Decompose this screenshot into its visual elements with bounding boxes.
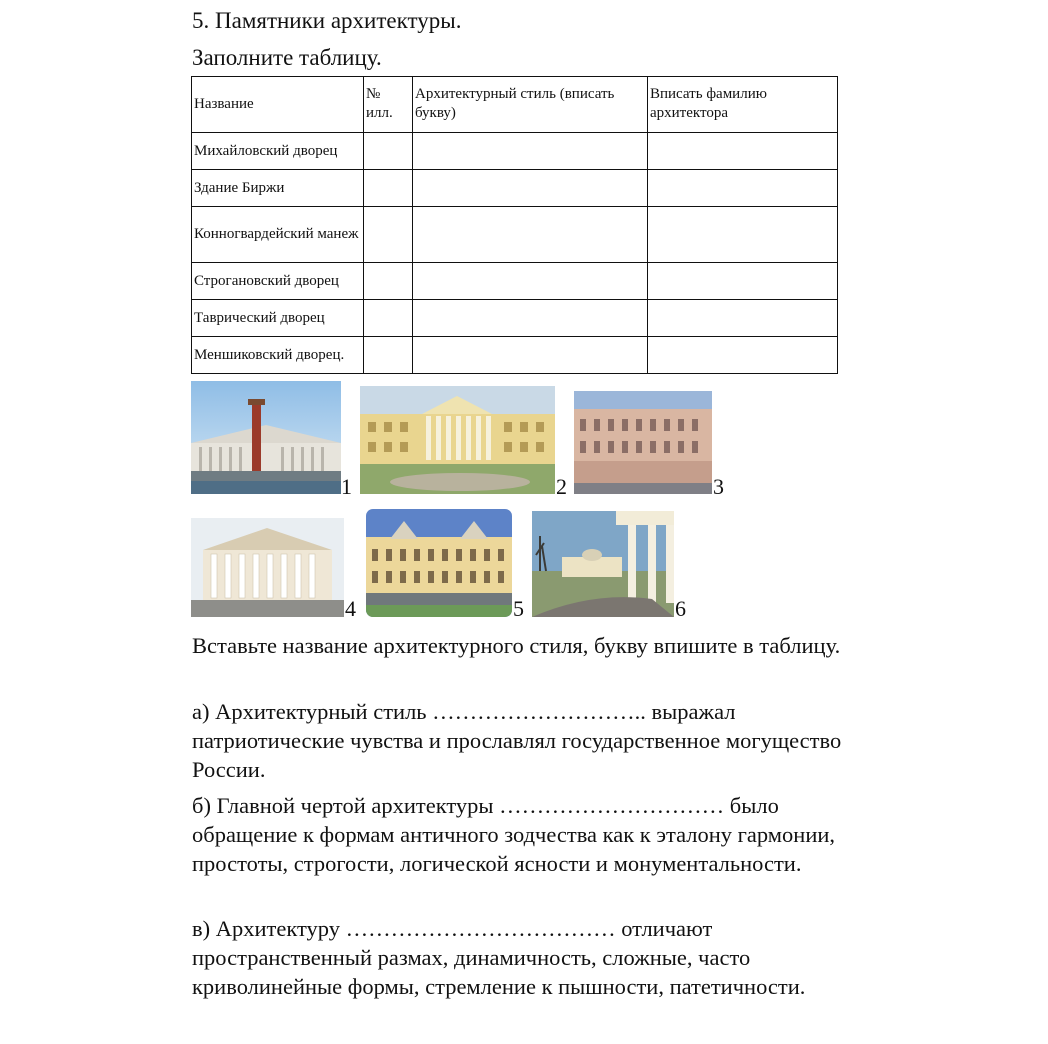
table-row — [192, 300, 838, 337]
illustration-number: 2 — [556, 474, 567, 499]
cell-style[interactable] — [413, 300, 648, 337]
photo-mikhailovsky-palace — [360, 386, 555, 494]
header-name: Название — [192, 77, 364, 133]
photo-menshikov-palace — [366, 509, 512, 617]
table-row — [192, 133, 838, 170]
cell-architect[interactable] — [648, 170, 838, 207]
header-architect: Вписать фамилию архитектора — [648, 77, 838, 133]
cell-number[interactable] — [364, 263, 413, 300]
item-b: б) Главной чертой архитектуры ………………………… было обращение к формам античного зодчества как к эталону гармонии, простоты, строгости, логической ясности и монументальности. — [192, 793, 836, 876]
row-name: Конногвардейский манеж — [192, 207, 364, 263]
photo-exchange-building — [191, 381, 341, 494]
header-style: Архитектурный стиль (вписать букву) — [413, 77, 648, 133]
photo-manege — [191, 518, 344, 617]
cell-number[interactable] — [364, 337, 413, 374]
photo-palace-facade — [574, 391, 712, 494]
illustration-number: 6 — [675, 596, 686, 621]
row-name: Здание Биржи — [192, 170, 364, 207]
task-text: Вставьте название архитектурного стиля, букву впишите в таблицу. — [192, 633, 841, 658]
cell-architect[interactable] — [648, 300, 838, 337]
table-row — [192, 337, 838, 374]
table-row — [192, 170, 838, 207]
table-header-row — [192, 77, 838, 133]
cell-architect[interactable] — [648, 207, 838, 263]
table-row — [192, 207, 838, 263]
cell-style[interactable] — [413, 170, 648, 207]
table-row — [192, 263, 838, 300]
row-name: Меншиковский дворец. — [192, 337, 364, 374]
cell-number[interactable] — [364, 170, 413, 207]
cell-architect[interactable] — [648, 263, 838, 300]
instruction-text: Заполните таблицу. — [192, 45, 382, 70]
illustration-number: 1 — [341, 474, 352, 499]
header-number: № илл. — [364, 77, 413, 133]
illustration-number: 5 — [513, 596, 524, 621]
cell-number[interactable] — [364, 300, 413, 337]
photo-tauride-palace — [532, 511, 674, 617]
row-name: Строгановский дворец — [192, 263, 364, 300]
cell-architect[interactable] — [648, 133, 838, 170]
cell-style[interactable] — [413, 337, 648, 374]
illustration-number: 3 — [713, 474, 724, 499]
cell-number[interactable] — [364, 133, 413, 170]
item-a: а) Архитектурный стиль ……………………….. выражал патриотические чувства и прославлял государственное могущество России. — [192, 699, 842, 782]
illustration-number: 4 — [345, 596, 356, 621]
item-c: в) Архитектуру ……………………………… отличают пространственный размах, динамичность, сложные, часто криволинейные формы, стремление к пышности, патетичности. — [192, 916, 806, 999]
row-name: Михайловский дворец — [192, 133, 364, 170]
cell-style[interactable] — [413, 263, 648, 300]
monuments-table — [191, 76, 838, 374]
cell-number[interactable] — [364, 207, 413, 263]
cell-architect[interactable] — [648, 337, 838, 374]
cell-style[interactable] — [413, 133, 648, 170]
row-name: Таврический дворец — [192, 300, 364, 337]
cell-style[interactable] — [413, 207, 648, 263]
section-heading: 5. Памятники архитектуры. — [192, 8, 462, 33]
